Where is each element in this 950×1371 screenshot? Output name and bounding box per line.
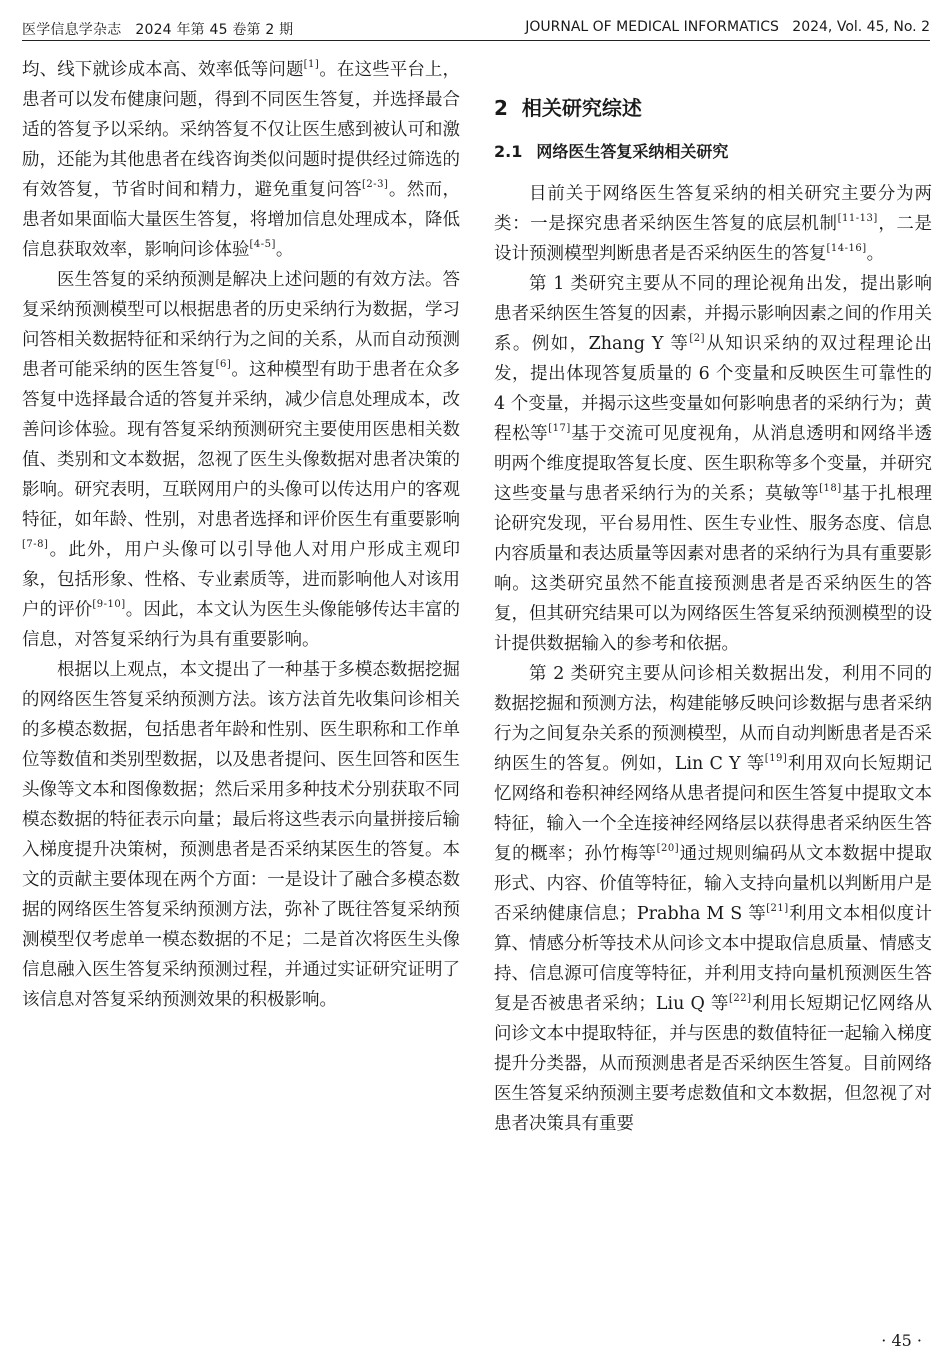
header-journal-issue-cn [22, 19, 293, 39]
issue-cn: 2024 年第 45 卷第 2 期 [135, 22, 294, 38]
subsection-number: 2.1 [494, 142, 523, 161]
citation: [2-3] [362, 179, 389, 190]
right-column [494, 55, 932, 1139]
section-heading [494, 93, 932, 123]
section-title: 相关研究综述 [521, 96, 642, 120]
running-header [22, 18, 930, 41]
citation: [17] [548, 423, 571, 434]
citation: [19] [764, 753, 788, 764]
citation: [20] [656, 843, 680, 854]
citation: [2] [689, 333, 706, 344]
citation: [11-13] [837, 213, 878, 224]
journal-name-cn: 医学信息学杂志 [22, 22, 122, 38]
section-number: 2 [494, 96, 508, 120]
issue-en: 2024, Vol. 45, No. 2 [792, 19, 930, 35]
citation: [21] [766, 903, 789, 914]
paragraph: 根据以上观点，本文提出了一种基于多模态数据挖掘的网络医生答复采纳预测方法。该方法首先收集问诊相关的多模态数据，包括患者年龄和性别、医生职称和工作单位等数值和类别型数据，以及患者提问、医生回答和医生头像等文本和图像数据；然后采用多种技术分别获取不同模态数据的特征表示向量；最后将这些表示向量拼接后输入梯度提升决策树，预测患者是否采纳某医生的答复。本文的贡献主要体现在两个方面：一是设计了融合多模态数据的网络医生答复采纳预测方法，弥补了既往答复采纳预测模型仅考虑单一模态数据的不足；二是首次将医生头像信息融入医生答复采纳预测过程，并通过实证研究证明了该信息对答复采纳预测效果的积极影响。 [22, 660, 460, 1010]
citation: [22] [728, 993, 752, 1004]
paragraph: 均、线下就诊成本高、效率低等问题[1]。在这些平台上，患者可以发布健康问题，得到不同医生答复，并选择最合适的答复予以采纳。采纳答复不仅让医生感到被认可和激励，还能为其他患者在线咨询类似问题时提供经过筛选的有效答复，节省时间和精力，避免重复问答[2-3]。然而，患者如果面临大量医生答复，将增加信息处理成本，降低信息获取效率，影响问诊体验[4-5]。 [22, 59, 461, 260]
citation: [6] [215, 359, 232, 370]
journal-name-en: JOURNAL OF MEDICAL INFORMATICS [525, 19, 779, 35]
citation: [18] [819, 483, 842, 494]
left-column [22, 55, 460, 1015]
subsection-title: 网络医生答复采纳相关研究 [536, 142, 729, 161]
citation: [1] [303, 59, 320, 70]
citation: [9-10] [92, 599, 126, 610]
citation: [14-16] [826, 243, 867, 254]
page-number: · 45 · [881, 1331, 922, 1350]
citation: [4-5] [249, 239, 276, 250]
paragraph: 第 2 类研究主要从问诊相关数据出发，利用不同的数据挖掘和预测方法，构建能够反映问诊数据与患者采纳行为之间复杂关系的预测模型，从而自动判断患者是否采纳医生的答复。例如，Lin C Y 等[19]利用双向长短期记忆网络和卷积神经网络从患者提问和医生答复中提取文本特征，输入一个全连接神经网络层以获得患者采纳医生答复的概率；孙竹梅等[20]通过规则编码从文本数据中提取形式、内容、价值等特征，输入支持向量机以判断用户是否采纳健康信息；Prabha M S 等[21]利用文本相似度计算、情感分析等技术从问诊文本中提取信息质量、情感支持、信息源可信度等特征，并利用支持向量机预测医生答复是否被患者采纳；Liu Q 等[22]利用长短期记忆网络从问诊文本中提取特征，并与医患的数值特征一起输入梯度提升分类器，从而预测患者是否采纳医生答复。目前网络医生答复采纳预测主要考虑数值和文本数据，但忽视了对患者决策具有重要 [494, 664, 933, 1134]
paragraph: 第 1 类研究主要从不同的理论视角出发，提出影响患者采纳医生答复的因素，并揭示影响因素之间的作用关系。例如，Zhang Y 等[2]从知识采纳的双过程理论出发，提出体现答复质量的 6 个变量和反映医生可靠性的 4 个变量，并揭示这些变量如何影响患者的采纳行为；黄程松等[17]基于交流可见度视角，从消息透明和网络半透明两个维度提取答复长度、医生职称等多个变量，并研究这些变量与患者采纳行为的关系；莫敏等[18]基于扎根理论研究发现，平台易用性、医生专业性、服务态度、信息内容质量和表达质量等因素对患者的采纳行为具有重要影响。这类研究虽然不能直接预测患者是否采纳医生的答复，但其研究结果可以为网络医生答复采纳预测模型的设计提供数据输入的参考和依据。 [494, 274, 933, 654]
paragraph: 医生答复的采纳预测是解决上述问题的有效方法。答复采纳预测模型可以根据患者的历史采纳行为数据，学习问答相关数据特征和采纳行为之间的关系，从而自动预测患者可能采纳的医生答复[6]。这种模型有助于患者在众多答复中选择最合适的答复并采纳，减少信息处理成本，改善问诊体验。现有答复采纳预测研究主要使用医患相关数值、类别和文本数据，忽视了医生头像数据对患者决策的影响。研究表明，互联网用户的头像可以传达用户的客观特征，如年龄、性别，对患者选择和评价医生有重要影响[7-8]。此外，用户头像可以引导他人对用户形成主观印象，包括形象、性格、专业素质等，进而影响他人对该用户的评价[9-10]。因此，本文认为医生头像能够传达丰富的信息，对答复采纳行为具有重要影响。 [22, 270, 461, 650]
paragraph: 目前关于网络医生答复采纳的相关研究主要分为两类：一是探究患者采纳医生答复的底层机制[11-13]，二是设计预测模型判断患者是否采纳医生的答复[14-16]。 [494, 184, 933, 264]
citation: [7-8] [22, 539, 49, 550]
subsection-heading [494, 137, 932, 167]
header-journal-issue-en [525, 19, 930, 35]
